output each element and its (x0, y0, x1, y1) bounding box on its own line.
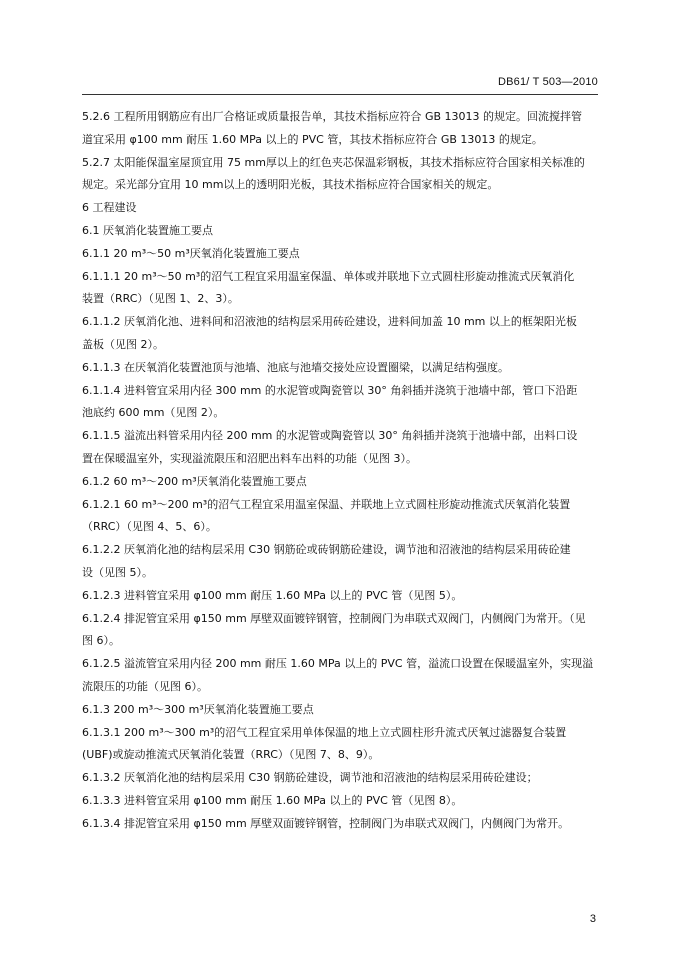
text-line: 6.1.1.2 厌氧消化池、进料间和沼液池的结构层采用砖砼建设，进料间加盖 10 mm 以上的框架阳光板 (82, 315, 577, 329)
subsection-heading: 6.1.3 200 m³～300 m³厌氧消化装置施工要点 (82, 702, 314, 716)
subsection-heading: 6.1 厌氧消化装置施工要点 (82, 223, 213, 237)
text-line: 5.2.7 太阳能保温室屋顶宜用 75 mm厚以上的红色夹芯保温彩钢板，其技术指标应符合国家相关标准的 (82, 155, 585, 169)
text-line: 6.1.3.1 200 m³～300 m³的沼气工程宜采用单体保温的地上立式圆柱形升流式厌氧过滤器复合装置 (82, 725, 567, 739)
page-number: 3 (589, 913, 596, 925)
text-line: （RRC）（见图 4、5、6）。 (82, 520, 217, 534)
text-line: (UBF)或旋动推流式厌氧消化装置（RRC）（见图 7、8、9）。 (82, 748, 380, 762)
text-line: 5.2.6 工程所用钢筋应有出厂合格证或质量报告单，其技术指标应符合 GB 13013 的规定。回流搅拌管 (82, 110, 583, 123)
text-line: 设（见图 5）。 (82, 565, 153, 579)
document-body (82, 106, 602, 836)
document-id: DB61/ T 503—2010 (497, 76, 598, 88)
section-heading: 6 工程建设 (82, 201, 137, 215)
text-line: 6.1.1.4 进料管宜采用内径 300 mm 的水泥管或陶瓷管以 30° 角斜插并浇筑于池墙中部，管口下沿距 (82, 383, 578, 397)
subsection-heading: 6.1.1 20 m³～50 m³厌氧消化装置施工要点 (82, 246, 300, 260)
text-line: 道宜采用 φ100 mm 耐压 1.60 MPa 以上的 PVC 管，其技术指标应符合 GB 13013 的规定。 (82, 132, 543, 146)
subsection-heading: 6.1.2 60 m³～200 m³厌氧消化装置施工要点 (82, 474, 307, 488)
text-line: 6.1.1.1 20 m³～50 m³的沼气工程宜采用温室保温、单体或并联地下立式圆柱形旋动推流式厌氧消化 (82, 269, 575, 283)
text-line: 6.1.3.4 排泥管宜采用 φ150 mm 厚壁双面镀锌钢管，控制阀门为串联式双阀门，内侧阀门为常开。 (82, 816, 570, 830)
text-line: 6.1.2.3 进料管宜采用 φ100 mm 耐压 1.60 MPa 以上的 PVC 管（见图 5）。 (82, 588, 463, 602)
header-rule (82, 94, 598, 95)
text-line: 6.1.2.5 溢流管宜采用内径 200 mm 耐压 1.60 MPa 以上的 PVC 管，溢流口设置在保暖温室外，实现溢 (82, 657, 594, 671)
text-line: 6.1.1.5 溢流出料管采用内径 200 mm 的水泥管或陶瓷管以 30° 角斜插并浇筑于池墙中部，出料口设 (82, 429, 578, 443)
text-line: 图 6）。 (82, 634, 120, 648)
text-line: 6.1.2.1 60 m³～200 m³的沼气工程宜采用温室保温、并联地上立式圆柱形旋动推流式厌氧消化装置 (82, 497, 571, 511)
text-line: 流限压的功能（见图 6）。 (82, 679, 208, 693)
text-line: 6.1.2.4 排泥管宜采用 φ150 mm 厚壁双面镀锌钢管，控制阀门为串联式双阀门，内侧阀门为常开。（见 (82, 611, 586, 625)
text-line: 6.1.2.2 厌氧消化池的结构层采用 C30 钢筋砼或砖钢筋砼建设，调节池和沼液池的结构层采用砖砼建 (82, 543, 571, 557)
text-line: 6.1.1.3 在厌氧消化装置池顶与池墙、池底与池墙交接处应设置圈梁，以满足结构强度。 (82, 360, 509, 374)
text-line: 6.1.3.2 厌氧消化池的结构层采用 C30 钢筋砼建设，调节池和沼液池的结构层采用砖砼建设； (82, 771, 538, 785)
text-line: 盖板（见图 2）。 (82, 337, 164, 351)
text-line: 6.1.3.3 进料管宜采用 φ100 mm 耐压 1.60 MPa 以上的 PVC 管（见图 8）。 (82, 793, 463, 807)
text-line: 装置（RRC）（见图 1、2、3）。 (82, 292, 239, 306)
text-line: 池底约 600 mm（见图 2）。 (82, 406, 225, 420)
text-line: 置在保暖温室外，实现溢流限压和沼肥出料车出料的功能（见图 3）。 (82, 451, 417, 465)
text-line: 规定。采光部分宜用 10 mm以上的透明阳光板，其技术指标应符合国家相关的规定。 (82, 178, 499, 192)
